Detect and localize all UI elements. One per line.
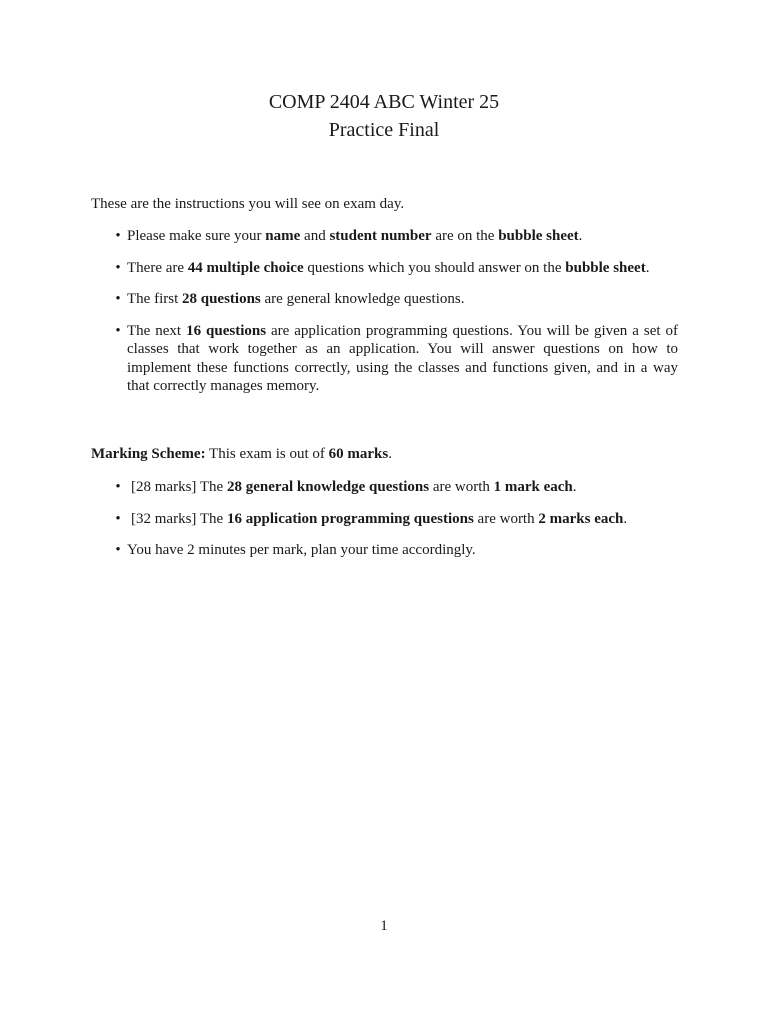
bullet-icon: • — [115, 479, 121, 495]
list-item: • [28 marks] The 28 general knowledge questions are worth 1 mark each. — [127, 478, 678, 497]
list-item: • [32 marks] The 16 application programming questions are worth 2 marks each. — [127, 510, 678, 529]
bullet-icon: • — [115, 322, 121, 339]
list-item: • The next 16 questions are application programming questions. You will be given a set of classes that work together as an application. You will answer questions on how to implement these functions correctly, using the classes and functions given, and in a way that correctly manages memory. — [127, 322, 678, 396]
list-item: • You have 2 minutes per mark, plan your time accordingly. — [127, 541, 678, 560]
page-number: 1 — [380, 918, 388, 934]
marking-scheme-label: Marking Scheme: — [91, 446, 206, 462]
instructions-list — [115, 227, 678, 409]
marking-list — [115, 478, 678, 573]
bullet-icon: • — [115, 291, 121, 307]
bullet-icon: • — [115, 510, 121, 527]
list-item: • There are 44 multiple choice questions which you should answer on the bubble sheet. — [127, 259, 678, 278]
list-item: • Please make sure your name and student number are on the bubble sheet. — [127, 227, 678, 246]
bullet-icon: • — [115, 259, 121, 276]
course-title: COMP 2404 ABC Winter 25 — [268, 91, 500, 113]
marking-scheme: Marking Scheme: This exam is out of 60 marks. — [91, 446, 392, 462]
bullet-icon: • — [115, 542, 121, 558]
document-title: Practice Final — [328, 119, 440, 141]
list-item: • The first 28 questions are general knowledge questions. — [127, 290, 678, 309]
bullet-icon: • — [115, 228, 121, 244]
intro-text: These are the instructions you will see on exam day. — [91, 196, 405, 212]
